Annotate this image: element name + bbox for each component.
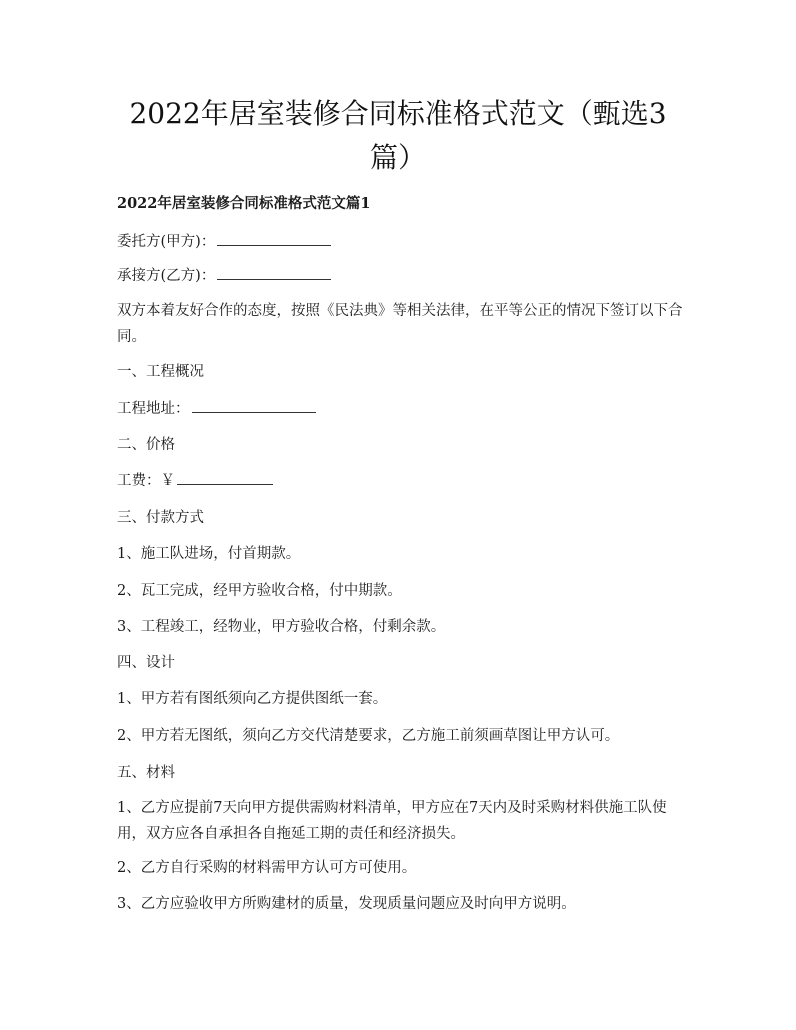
client-party-blank <box>217 231 331 246</box>
payment-item-2: 2、瓦工完成，经甲方验收合格，付中期款。 <box>117 583 402 599</box>
labor-fee-blank <box>177 470 273 485</box>
client-party-label: 委托方(甲方)： <box>117 234 216 250</box>
payment-item-1: 1、施工队进场，付首期款。 <box>117 546 301 562</box>
design-item-1: 1、甲方若有图纸须向乙方提供图纸一套。 <box>117 691 388 707</box>
payment-item-3: 3、工程竣工，经物业，甲方验收合格，付剩余款。 <box>117 619 446 635</box>
contractor-party-label: 承接方(乙方)： <box>117 268 216 284</box>
labor-fee-line <box>117 468 683 494</box>
project-address-blank <box>192 398 316 413</box>
materials-item-2: 2、乙方自行采购的材料需甲方认可方可使用。 <box>117 860 417 876</box>
materials-item-1: 1、乙方应提前7天向甲方提供需购材料清单，甲方应在7天内及时采购材料供施工队使用，双方应各自承担各自拖延工期的责任和经济损失。 <box>117 800 667 842</box>
design-item-2: 2、甲方若无图纸，须向乙方交代清楚要求，乙方施工前须画草图让甲方认可。 <box>117 728 620 744</box>
section-payment-method: 三、付款方式 <box>117 510 204 526</box>
contractor-party-line <box>117 263 683 289</box>
document-title: 2022年居室装修合同标准格式范文（甄选3篇） <box>129 97 667 174</box>
project-address-label: 工程地址： <box>117 401 190 417</box>
section-project-overview: 一、工程概况 <box>117 364 204 380</box>
preamble-paragraph: 双方本着友好合作的态度，按照《民法典》等相关法律，在平等公正的情况下签订以下合同。 <box>117 303 683 345</box>
labor-fee-label: 工费：￥ <box>117 473 175 489</box>
client-party-line <box>117 229 683 255</box>
section-price: 二、价格 <box>117 437 175 453</box>
project-address-line <box>117 396 683 422</box>
section-materials: 五、材料 <box>117 765 175 781</box>
section-heading: 2022年居室装修合同标准格式范文篇1 <box>117 195 371 212</box>
section-design: 四、设计 <box>117 655 175 671</box>
contractor-party-blank <box>217 265 331 280</box>
materials-item-3: 3、乙方应验收甲方所购建材的质量，发现质量问题应及时向甲方说明。 <box>117 896 576 912</box>
